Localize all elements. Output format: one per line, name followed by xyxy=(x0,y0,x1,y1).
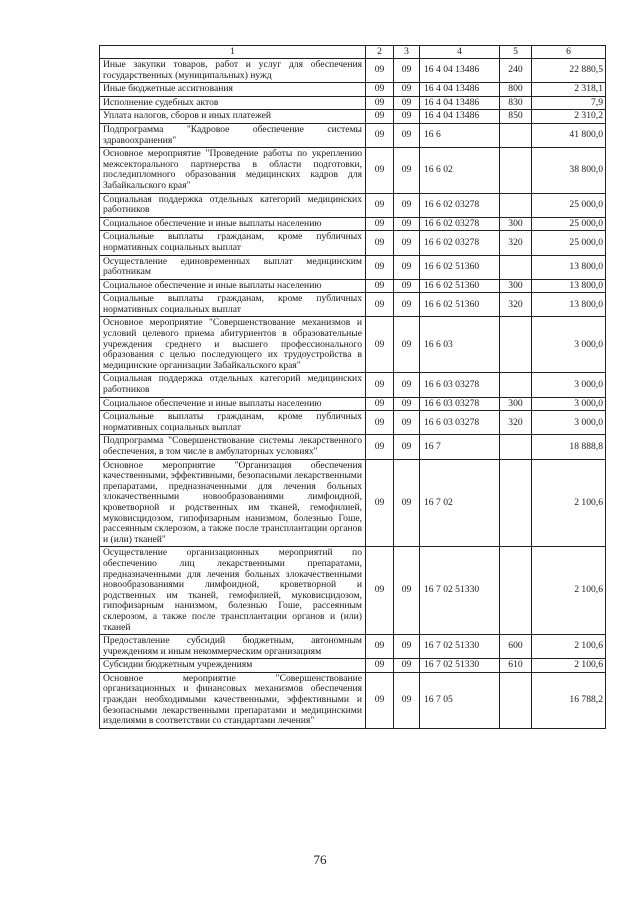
cell-rz: 09 xyxy=(366,148,394,193)
cell-vr: 800 xyxy=(500,83,532,97)
cell-name: Подпрограмма "Кадровое обеспечение системы здравоохранения" xyxy=(100,123,366,147)
cell-name: Социальное обеспечение и иные выплаты населению xyxy=(100,217,366,231)
cell-name: Социальные выплаты гражданам, кроме публичных нормативных социальных выплат xyxy=(100,411,366,435)
cell-sum: 25 000,0 xyxy=(532,193,606,217)
cell-rz: 09 xyxy=(366,83,394,97)
cell-sum: 7,9 xyxy=(532,96,606,110)
cell-csr: 16 7 02 xyxy=(420,459,500,547)
cell-name: Осуществление организационных мероприятий по обеспечению лиц лекарственными препаратами, предназначенными для лечения больных злокачественными новообразованиями лимфоидной, кроветворной и родственных им тканей, гемофилией, муковисцидозом, гипофизарным нанизмом, болезнью Гоше, рассеянным склерозом, а также после трансплантации органов и (или) тканей xyxy=(100,547,366,635)
cell-name: Исполнение судебных актов xyxy=(100,96,366,110)
cell-rz: 09 xyxy=(366,672,394,728)
cell-vr: 850 xyxy=(500,110,532,124)
header-cell-sum: 6 xyxy=(532,46,606,59)
cell-csr: 16 6 02 51360 xyxy=(420,279,500,293)
cell-csr: 16 6 03 xyxy=(420,317,500,373)
cell-pr: 09 xyxy=(394,397,420,411)
table-row xyxy=(100,110,606,124)
cell-csr: 16 6 03 03278 xyxy=(420,411,500,435)
cell-vr xyxy=(500,193,532,217)
cell-sum: 13 800,0 xyxy=(532,255,606,279)
cell-vr xyxy=(500,255,532,279)
cell-vr: 320 xyxy=(500,411,532,435)
table-row xyxy=(100,293,606,317)
cell-pr: 09 xyxy=(394,83,420,97)
table-row xyxy=(100,231,606,255)
cell-pr: 09 xyxy=(394,635,420,659)
cell-vr: 610 xyxy=(500,659,532,673)
cell-name: Уплата налогов, сборов и иных платежей xyxy=(100,110,366,124)
cell-rz: 09 xyxy=(366,459,394,547)
cell-name: Субсидии бюджетным учреждениям xyxy=(100,659,366,673)
cell-rz: 09 xyxy=(366,397,394,411)
cell-vr: 240 xyxy=(500,59,532,83)
cell-pr: 09 xyxy=(394,672,420,728)
table-row xyxy=(100,59,606,83)
cell-rz: 09 xyxy=(366,411,394,435)
cell-name: Иные закупки товаров, работ и услуг для обеспечения государственных (муниципальных) нужд xyxy=(100,59,366,83)
cell-name: Социальное обеспечение и иные выплаты населению xyxy=(100,279,366,293)
cell-vr xyxy=(500,148,532,193)
cell-sum: 3 000,0 xyxy=(532,373,606,397)
cell-sum: 2 318,1 xyxy=(532,83,606,97)
cell-pr: 09 xyxy=(394,373,420,397)
cell-rz: 09 xyxy=(366,293,394,317)
cell-name: Социальные выплаты гражданам, кроме публичных нормативных социальных выплат xyxy=(100,231,366,255)
cell-name: Социальная поддержка отдельных категорий медицинских работников xyxy=(100,373,366,397)
cell-vr xyxy=(500,317,532,373)
cell-vr xyxy=(500,123,532,147)
cell-pr: 09 xyxy=(394,123,420,147)
header-cell-name: 1 xyxy=(100,46,366,59)
table-row xyxy=(100,435,606,459)
cell-sum: 41 800,0 xyxy=(532,123,606,147)
cell-csr: 16 6 02 51360 xyxy=(420,293,500,317)
cell-sum: 13 800,0 xyxy=(532,279,606,293)
cell-rz: 09 xyxy=(366,547,394,635)
cell-name: Основное мероприятие "Совершенствование механизмов и условий целевого приема абитуриентов в образовательные учреждения среднего и высшего профессионального образования с целью последующего их трудоустройства в медицинские организации Забайкальского края" xyxy=(100,317,366,373)
table-row xyxy=(100,672,606,728)
cell-sum: 2 100,6 xyxy=(532,635,606,659)
header-cell-vr: 5 xyxy=(500,46,532,59)
cell-name: Основное мероприятие "Совершенствование организационных и финансовых механизмов обеспечения граждан необходимыми качественными, эффективными и безопасными лекарственными препаратами и медицинскими изделиями в соответствии со стандартами лечения" xyxy=(100,672,366,728)
table-row xyxy=(100,317,606,373)
table-row xyxy=(100,547,606,635)
cell-csr: 16 7 02 51330 xyxy=(420,547,500,635)
cell-vr: 830 xyxy=(500,96,532,110)
cell-csr: 16 7 05 xyxy=(420,672,500,728)
cell-rz: 09 xyxy=(366,110,394,124)
table-row xyxy=(100,659,606,673)
cell-pr: 09 xyxy=(394,279,420,293)
cell-name: Иные бюджетные ассигнования xyxy=(100,83,366,97)
cell-sum: 2 100,6 xyxy=(532,459,606,547)
page-number: 76 xyxy=(313,852,327,867)
cell-name: Основное мероприятие "Организация обеспечения качественными, эффективными, безопасными лекарственными препаратами, предназначенными для лечения больных злокачественными новообразованиями лимфоидной, кроветворной и родственных им тканей, гемофилией, муковисцидозом, гипофизарным нанизмом, болезнью Гоше, рассеянным склерозом, а также после трансплантации органов и (или) тканей" xyxy=(100,459,366,547)
table-row xyxy=(100,279,606,293)
cell-sum: 3 000,0 xyxy=(532,411,606,435)
cell-name: Социальные выплаты гражданам, кроме публичных нормативных социальных выплат xyxy=(100,293,366,317)
cell-pr: 09 xyxy=(394,193,420,217)
table-row xyxy=(100,411,606,435)
cell-rz: 09 xyxy=(366,96,394,110)
cell-csr: 16 6 02 03278 xyxy=(420,231,500,255)
cell-sum: 38 800,0 xyxy=(532,148,606,193)
cell-csr: 16 6 03 03278 xyxy=(420,397,500,411)
cell-pr: 09 xyxy=(394,293,420,317)
cell-rz: 09 xyxy=(366,255,394,279)
cell-csr: 16 4 04 13486 xyxy=(420,59,500,83)
cell-pr: 09 xyxy=(394,148,420,193)
cell-sum: 3 000,0 xyxy=(532,317,606,373)
cell-rz: 09 xyxy=(366,279,394,293)
cell-sum: 2 100,6 xyxy=(532,659,606,673)
cell-pr: 09 xyxy=(394,435,420,459)
cell-vr: 320 xyxy=(500,293,532,317)
cell-sum: 25 000,0 xyxy=(532,231,606,255)
cell-rz: 09 xyxy=(366,193,394,217)
table-row xyxy=(100,373,606,397)
table-row xyxy=(100,635,606,659)
cell-rz: 09 xyxy=(366,123,394,147)
table-row xyxy=(100,255,606,279)
cell-pr: 09 xyxy=(394,317,420,373)
table-row xyxy=(100,217,606,231)
cell-rz: 09 xyxy=(366,435,394,459)
cell-sum: 25 000,0 xyxy=(532,217,606,231)
table-row xyxy=(100,123,606,147)
cell-csr: 16 6 02 03278 xyxy=(420,193,500,217)
cell-csr: 16 6 02 51360 xyxy=(420,255,500,279)
cell-csr: 16 6 03 03278 xyxy=(420,373,500,397)
cell-csr: 16 4 04 13486 xyxy=(420,110,500,124)
cell-pr: 09 xyxy=(394,96,420,110)
cell-csr: 16 7 xyxy=(420,435,500,459)
header-cell-pr: 3 xyxy=(394,46,420,59)
cell-csr: 16 7 02 51330 xyxy=(420,635,500,659)
cell-pr: 09 xyxy=(394,59,420,83)
cell-vr: 300 xyxy=(500,217,532,231)
cell-sum: 2 100,6 xyxy=(532,547,606,635)
cell-pr: 09 xyxy=(394,459,420,547)
cell-rz: 09 xyxy=(366,231,394,255)
cell-vr xyxy=(500,672,532,728)
cell-vr xyxy=(500,373,532,397)
cell-vr: 300 xyxy=(500,279,532,293)
cell-sum: 2 310,2 xyxy=(532,110,606,124)
cell-vr: 320 xyxy=(500,231,532,255)
cell-csr: 16 6 02 xyxy=(420,148,500,193)
cell-csr: 16 6 02 03278 xyxy=(420,217,500,231)
cell-rz: 09 xyxy=(366,635,394,659)
cell-rz: 09 xyxy=(366,659,394,673)
header-cell-csr: 4 xyxy=(420,46,500,59)
table-row xyxy=(100,459,606,547)
cell-name: Предоставление субсидий бюджетным, автономным учреждениям и иным некоммерческим организациям xyxy=(100,635,366,659)
cell-sum: 13 800,0 xyxy=(532,293,606,317)
cell-sum: 22 880,5 xyxy=(532,59,606,83)
cell-vr xyxy=(500,547,532,635)
cell-pr: 09 xyxy=(394,255,420,279)
table-row xyxy=(100,83,606,97)
cell-rz: 09 xyxy=(366,217,394,231)
table-row xyxy=(100,193,606,217)
cell-name: Подпрограмма "Совершенствование системы лекарственного обеспечения, в том числе в амбулаторных условиях" xyxy=(100,435,366,459)
cell-csr: 16 6 xyxy=(420,123,500,147)
header-cell-rz: 2 xyxy=(366,46,394,59)
cell-csr: 16 7 02 51330 xyxy=(420,659,500,673)
cell-vr: 300 xyxy=(500,397,532,411)
cell-vr xyxy=(500,459,532,547)
budget-table xyxy=(99,45,606,729)
table-header-row xyxy=(100,46,606,59)
cell-csr: 16 4 04 13486 xyxy=(420,96,500,110)
cell-rz: 09 xyxy=(366,59,394,83)
cell-csr: 16 4 04 13486 xyxy=(420,83,500,97)
cell-name: Основное мероприятие "Проведение работы по укреплению межсекторального партнерства в области подготовки, последипломного образования медицинских кадров для Забайкальского края" xyxy=(100,148,366,193)
cell-vr xyxy=(500,435,532,459)
cell-pr: 09 xyxy=(394,547,420,635)
cell-sum: 16 788,2 xyxy=(532,672,606,728)
table-row xyxy=(100,148,606,193)
cell-pr: 09 xyxy=(394,231,420,255)
cell-name: Осуществление единовременных выплат медицинским работникам xyxy=(100,255,366,279)
cell-pr: 09 xyxy=(394,659,420,673)
cell-vr: 600 xyxy=(500,635,532,659)
cell-pr: 09 xyxy=(394,110,420,124)
table-row xyxy=(100,96,606,110)
cell-name: Социальная поддержка отдельных категорий медицинских работников xyxy=(100,193,366,217)
cell-sum: 18 888,8 xyxy=(532,435,606,459)
cell-pr: 09 xyxy=(394,411,420,435)
table-body xyxy=(100,59,606,729)
cell-sum: 3 000,0 xyxy=(532,397,606,411)
cell-name: Социальное обеспечение и иные выплаты населению xyxy=(100,397,366,411)
cell-pr: 09 xyxy=(394,217,420,231)
cell-rz: 09 xyxy=(366,317,394,373)
cell-rz: 09 xyxy=(366,373,394,397)
table-row xyxy=(100,397,606,411)
